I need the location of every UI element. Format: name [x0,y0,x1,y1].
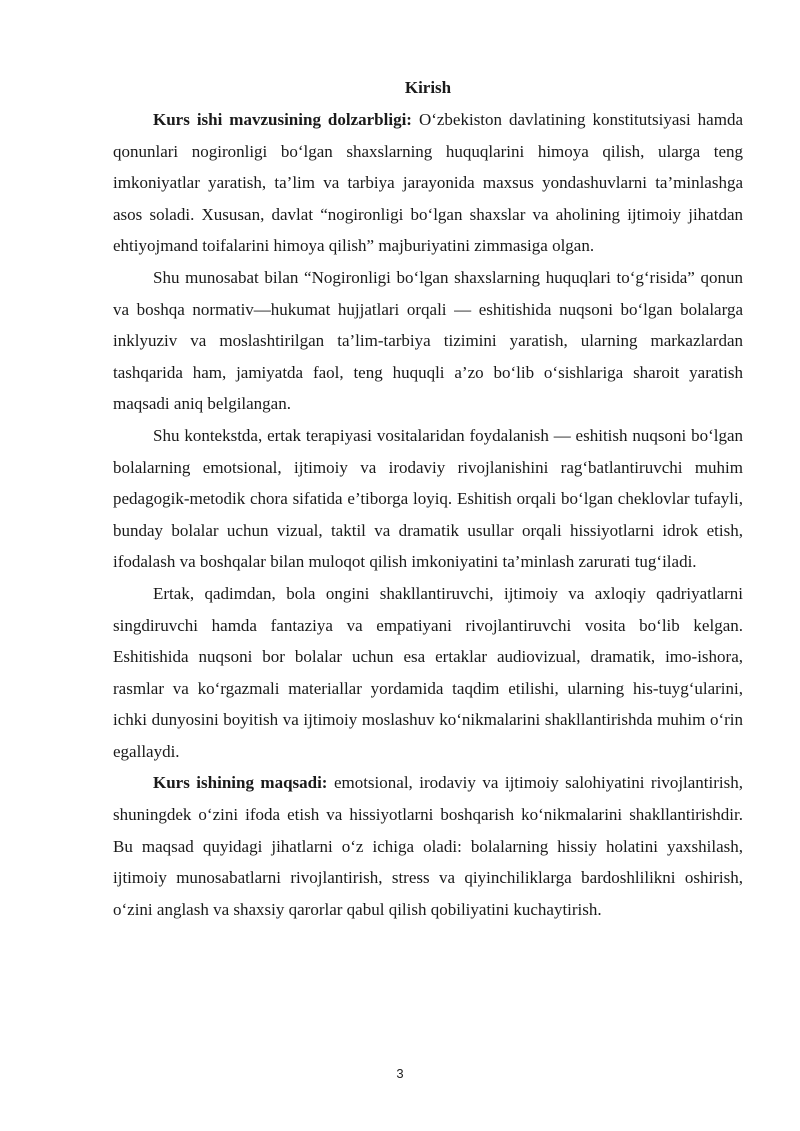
paragraph-text: Ertak, qadimdan, bola ongini shakllantiruvchi, ijtimoiy va axloqiy qadriyatlarni singdiruvchi hamda fantaziya va empatiyani rivojlantiruvchi vosita bo‘lib kelgan. Eshitishida nuqsoni bor bolalar uchun esa ertaklar audiovizual, dramatik, imo-ishora, rasmlar va ko‘rgazmali materiallar yordamida taqdim etilishi, ularning his-tuyg‘ularini, ichki dunyosini boyitish va ijtimoiy moslashuv ko‘nikmalarini shakllantirishda muhim o‘rin egallaydi. [113,583,743,761]
paragraph-relevance [113,104,743,262]
paragraph-text: O‘zbekiston davlatining konstitutsiyasi hamda qonunlari nogironligi bo‘lgan shaxslarning huquqlarini himoya qilish, ularga teng imkoniyatlar yaratish, ta’lim va tarbiya jarayonida maxsus yondashuvlarni ta’minlashga asos soladi. Xususan, davlat “nogironligi bo‘lgan shaxslar va aholining ijtimoiy jihatdan ehtiyojmand toifalarini himoya qilish” majburiyatini zimmasiga olgan. [113,110,743,256]
section-title: Kirish [404,78,452,97]
paragraph-text: Shu kontekstda, ertak terapiyasi vositalaridan foydalanish — eshitish nuqsoni bo‘lgan bolalarning emotsional, ijtimoiy va irodaviy rivojlanishini rag‘batlantiruvchi muhim pedagogik-metodik chora sifatida e’tiborga loyiq. Eshitish orqali bo‘lgan cheklovlar tufayli, bunday bolalar uchun vizual, taktil va dramatik usullar orqali hissiyotlarni idrok etish, ifodalash va boshqalar bilan muloqot qilish imkoniyatini ta’minlash zarurati tug‘iladi. [113,425,743,572]
document-page [113,72,743,925]
paragraph-lead: Kurs ishining maqsadi: [153,773,328,793]
page-number: 3 [396,1066,404,1081]
paragraph-legal-basis [113,262,743,420]
paragraph-text: emotsional, irodaviy va ijtimoiy salohiyatini rivojlantirish, shuningdek o‘zini ifoda etish va hissiyotlarni boshqarish ko‘nikmalarini shakllantirishdir. Bu maqsad quyidagi jihatlarni o‘z ichiga oladi: bolalarning hissiy holatini yaxshilash, ijtimoiy munosabatlarni rivojlantirish, stress va qiyinchiliklarga bardoshlilikni oshirish, o‘zini anglash va shaxsiy qarorlar qabul qilish qobiliyatini kuchaytirish. [113,773,744,919]
paragraph-lead: Kurs ishi mavzusining dolzarbligi: [153,110,412,129]
paragraph-fairy-tale-therapy [113,420,743,578]
paragraph-goal [113,767,743,925]
paragraph-fairy-tale-role [113,578,743,768]
paragraph-text: Shu munosabat bilan “Nogironligi bo‘lgan shaxslarning huquqlari to‘g‘risida” qonun va boshqa normativ—hukumat hujjatlari orqali — eshitishida nuqsoni bo‘lgan bolalarga inklyuziv va moslashtirilgan ta’lim-tarbiya tizimini yaratish, ularning markazlardan tashqarida ham, jamiyatda faol, teng huquqli a’zo bo‘lib o‘sishlariga sharoit yaratish maqsadi aniq belgilangan. [113,267,743,414]
